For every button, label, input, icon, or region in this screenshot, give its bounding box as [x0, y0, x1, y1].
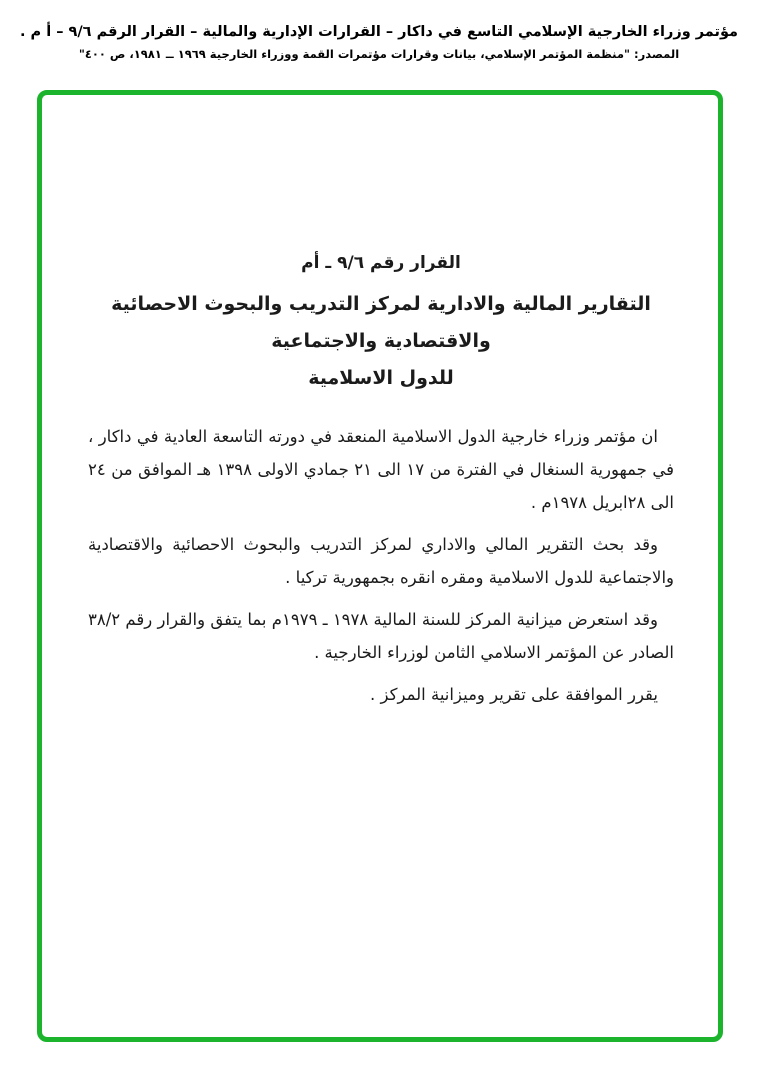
resolution-number: القرار رقم ٩/٦ ـ أم [301, 253, 461, 273]
paragraph-budget-review: وقد استعرض ميزانية المركز للسنة المالية ١٩٧٨ ـ ١٩٧٩م بما يتفق والقرار رقم ٣٨/٢ الصادر عن المؤتمر الاسلامي الثامن لوزراء الخارجية . [88, 610, 674, 662]
resolution-text [88, 420, 674, 711]
paragraph-preamble: ان مؤتمر وزراء خارجية الدول الاسلامية المنعقد في دورته التاسعة العادية في داكار ، في جمهورية السنغال في الفترة من ١٧ الى ٢١ جمادي الاولى ١٣٩٨ هـ الموافق من ٢٤ الى ٢٨ابريل ١٩٧٨م . [88, 427, 674, 512]
citation-line-1: مؤتمر وزراء الخارجية الإسلامي التاسع في داكار – القرارات الإدارية والمالية – القرار الرقم ٩/٦ – أ م . [19, 24, 739, 40]
document-body [42, 95, 718, 711]
citation-header [0, 24, 758, 61]
document-green-border [37, 90, 723, 1042]
paragraph-decision: يقرر الموافقة على تقرير وميزانية المركز . [370, 685, 658, 704]
citation-line-2: المصدر: "منظمة المؤتمر الإسلامي، بيانات وقرارات مؤتمرات القمة ووزراء الخارجية ١٩٦٩ ــ ١٩٨١، ص ٤٠٠" [78, 47, 680, 61]
paragraph-report-review: وقد بحث التقرير المالي والاداري لمركز التدريب والبحوث الاحصائية والاقتصادية والاجتماعية للدول الاسلامية ومقره انقره بجمهورية تركيا . [88, 535, 674, 587]
document-title [88, 286, 674, 397]
document-title-line-1: التقارير المالية والادارية لمركز التدريب والبحوث الاحصائية والاقتصادية والاجتماعية [111, 293, 651, 352]
document-title-line-2: للدول الاسلامية [308, 367, 454, 389]
